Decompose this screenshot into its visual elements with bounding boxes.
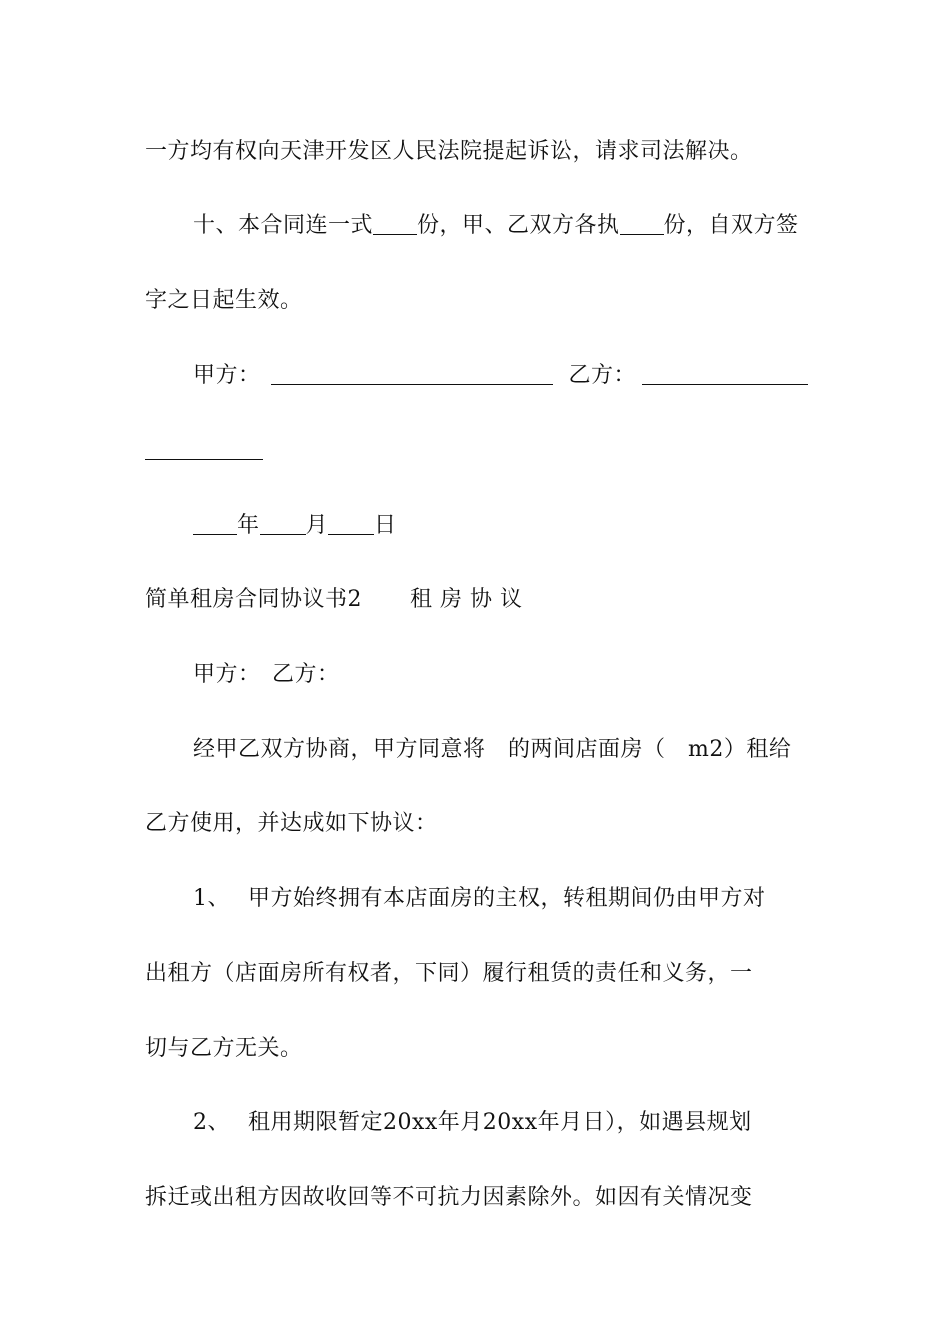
parties-line	[193, 660, 810, 690]
paragraph-text: 切与乙方无关。	[145, 1036, 303, 1061]
item-number: 2、	[193, 1110, 230, 1135]
text-line	[145, 809, 810, 839]
paragraph-text: 出租方（店面房所有权者，下同）履行租赁的责任和义务，一	[145, 961, 753, 986]
item-text: 租用期限暂定20xx年月20xx年月日），如遇县规划	[248, 1110, 752, 1135]
signature-continuation	[145, 436, 810, 466]
text-line	[193, 735, 810, 765]
text-line	[145, 1034, 810, 1064]
item-2-line	[193, 1108, 810, 1138]
parties-text: 甲方： 乙方：	[193, 662, 340, 687]
clause-text: 份，自双方签	[663, 213, 799, 238]
party-b-signature-blank-continued	[145, 437, 263, 460]
party-b-label: 乙方：	[568, 363, 637, 388]
month-blank	[260, 512, 306, 535]
text-line	[145, 959, 810, 989]
paragraph-text: 拆迁或出租方因故收回等不可抗力因素除外。如因有关情况变	[145, 1185, 753, 1210]
paragraph-text: 一方均有权向天津开发区人民法院提起诉讼，请求司法解决。	[145, 139, 753, 164]
year-blank	[193, 512, 237, 535]
party-b-signature-blank	[642, 362, 808, 385]
text-line	[145, 1183, 810, 1213]
document-title: 简单租房合同协议书2	[145, 587, 362, 612]
copies-blank	[373, 212, 417, 235]
paragraph-text: 乙方使用，并达成如下协议：	[145, 811, 438, 836]
text-line	[145, 286, 810, 316]
clause-text: 份，甲、乙双方各执	[417, 213, 620, 238]
text-line	[145, 137, 810, 167]
month-label: 月	[305, 513, 329, 538]
paragraph-text: 字之日起生效。	[145, 288, 303, 313]
clause-ten-line	[193, 211, 810, 241]
day-label: 日	[374, 513, 397, 538]
item-text: 甲方始终拥有本店面房的主权，转租期间仍由甲方对	[248, 886, 766, 911]
document-subtitle: 租 房 协 议	[410, 587, 523, 612]
item-1-line	[193, 884, 810, 914]
party-a-signature-blank	[271, 362, 553, 385]
year-label: 年	[237, 513, 260, 538]
day-blank	[328, 512, 374, 535]
clause-text: 十、本合同连一式	[193, 213, 374, 238]
item-number: 1、	[193, 886, 230, 911]
title-line	[145, 585, 810, 615]
paragraph-text: 经甲乙双方协商，甲方同意将 的两间店面房（ m2）租给	[193, 737, 792, 762]
signature-line	[193, 361, 810, 391]
copies-each-blank	[620, 212, 664, 235]
date-line	[193, 511, 810, 541]
party-a-label: 甲方：	[193, 363, 261, 388]
